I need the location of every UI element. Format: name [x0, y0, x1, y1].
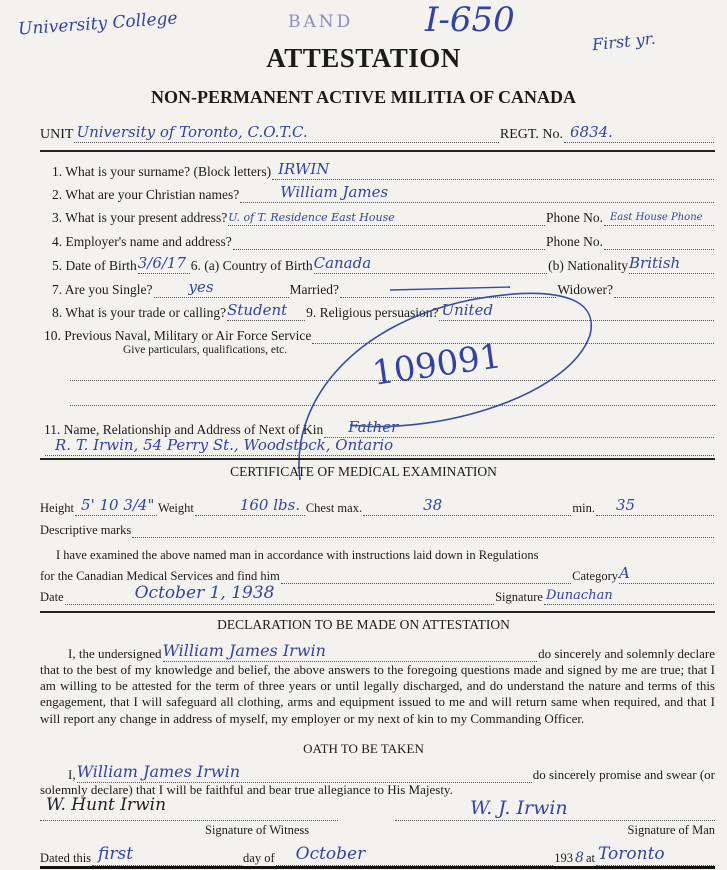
- q3-phone-field: [604, 211, 714, 226]
- dated-month: October: [295, 844, 366, 864]
- q5-label: 5. Date of Birth: [52, 258, 137, 273]
- unit-value: University of Toronto, C.O.T.C.: [76, 123, 308, 141]
- q3-field: [228, 211, 545, 226]
- annotation-college: University College: [17, 8, 179, 40]
- q6b-value: British: [629, 254, 681, 272]
- regt-field: [564, 123, 714, 143]
- q2-label: 2. What are your Christian names?: [52, 187, 240, 202]
- q4-phone-field: [604, 235, 714, 250]
- unit-label: UNIT: [40, 127, 74, 142]
- q7-single-field: [154, 278, 289, 298]
- q5-value: 3/6/17: [137, 254, 187, 272]
- medical-title: CERTIFICATE OF MEDICAL EXAMINATION: [230, 464, 497, 479]
- q7-value: yes: [188, 278, 214, 296]
- q2-field: [240, 183, 714, 203]
- signature-field: [544, 590, 714, 605]
- question-4: [52, 232, 715, 250]
- dated-row: [40, 844, 715, 866]
- q8-label: 8. What is your trade or calling?: [52, 305, 227, 320]
- chest-field: [363, 496, 571, 516]
- regt-value: 6834.: [570, 123, 613, 141]
- medical-signature: Dunachan: [546, 588, 613, 603]
- witness-signature-line: [40, 820, 338, 821]
- chest-value: 38: [423, 496, 443, 514]
- oath-suffix: do sincerely promise and swear (or: [532, 767, 715, 782]
- medical-measurements: [40, 498, 715, 516]
- q6b-label: (b) Nationality: [548, 258, 628, 273]
- medical-statement-1: I have examined the above named man in accordance with instructions laid down in Regulations: [56, 548, 539, 562]
- category-label: Category: [572, 569, 618, 583]
- medical-date-row: [40, 583, 715, 605]
- oath-title: OATH TO BE TAKEN: [303, 741, 424, 756]
- descriptive-marks-row: [40, 520, 715, 538]
- marks-label: Descriptive marks: [40, 523, 132, 537]
- category-field: [619, 564, 714, 584]
- circled-number: 109091: [369, 336, 504, 394]
- min-label: min.: [572, 501, 595, 515]
- declaration-title: DECLARATION TO BE MADE ON ATTESTATION: [217, 617, 510, 632]
- question-2: [52, 185, 715, 203]
- annotation-year: First yr.: [591, 28, 657, 55]
- weight-label: Weight: [158, 501, 194, 515]
- page-title: ATTESTATION: [266, 43, 461, 73]
- q7-label: 7. Are you Single?: [52, 282, 153, 297]
- q7-married-label: Married?: [289, 282, 339, 297]
- oath-name: William James Irwin: [76, 762, 240, 781]
- q8-value: Student: [227, 301, 288, 319]
- year-digit: 8: [575, 850, 584, 866]
- weight-field: [195, 496, 305, 516]
- divider: [40, 458, 715, 460]
- day-of-label: day of: [243, 851, 275, 865]
- min-value: 35: [616, 496, 636, 514]
- date-label: Date: [40, 590, 64, 604]
- man-signature: W. J. Irwin: [470, 797, 568, 819]
- declaration-suffix: do sincerely and solemnly declare: [538, 646, 715, 661]
- q3-label: 3. What is your present address?: [52, 210, 228, 225]
- q4-phone-label: Phone No.: [546, 234, 603, 249]
- question-1: [52, 162, 715, 180]
- declaration-body: that to the best of my knowledge and belief, the above answers to the foregoing questions made and signed by me are true; that I am willing to be attested for the term of three years or until legally discharged, and do understand the nature and terms of this engagement, that I will safeguard all clothing, arms and equipment issued to me and will return same when required, and that I will report any change in address of myself, my employer or my next of kin to my Commanding Officer.: [40, 662, 715, 726]
- height-value: 5' 10 3/4": [81, 496, 155, 514]
- q6b-field: [629, 254, 714, 274]
- bottom-rule: [40, 866, 715, 869]
- divider: [40, 611, 715, 613]
- declaration-name: William James Irwin: [162, 641, 326, 660]
- q11-address: R. T. Irwin, 54 Perry St., Woodstock, Ontario: [55, 436, 394, 454]
- find-field: [281, 569, 571, 584]
- question-3: [52, 208, 715, 226]
- dated-day-field: [92, 844, 242, 866]
- q11-label: 11. Name, Relationship and Address of Next of Kin: [44, 422, 324, 437]
- q9-label: 9. Religious persuasion?: [306, 305, 439, 320]
- oath-line-2: solemnly declare) that I will be faithful and bear true allegiance to His Majesty.: [40, 782, 453, 797]
- q7-widower-field: [614, 283, 714, 298]
- q1-value: IRWIN: [278, 160, 330, 178]
- date-value: October 1, 1938: [134, 583, 275, 603]
- q3-phone-value: East House Phone: [610, 212, 703, 223]
- annotation-band: BAND: [288, 12, 354, 32]
- q1-label: 1. What is your surname? (Block letters): [52, 164, 272, 179]
- page-subtitle: NON-PERMANENT ACTIVE MILITIA OF CANADA: [150, 87, 577, 107]
- q7-widower-label: Widower?: [557, 282, 613, 297]
- date-field: [65, 583, 494, 605]
- witness-signature: W. Hunt Irwin: [46, 795, 167, 815]
- oath-prefix: I,: [68, 767, 76, 782]
- q2-value: William James: [280, 183, 389, 201]
- chest-label: Chest max.: [305, 501, 363, 515]
- regt-label: REGT. No.: [499, 127, 563, 142]
- declaration-prefix: I, the undersigned: [68, 646, 162, 661]
- height-label: Height: [40, 501, 75, 515]
- q3-phone-label: Phone No.: [546, 210, 603, 225]
- declaration-first-line: [68, 641, 715, 662]
- q6a-value: Canada: [313, 254, 372, 272]
- q5-field: [137, 254, 190, 274]
- medical-statement-2: for the Canadian Medical Services and find him: [40, 569, 280, 583]
- year-prefix: 193: [554, 851, 574, 865]
- category-value: A: [619, 564, 630, 582]
- q1-field: [272, 160, 714, 180]
- marks-field: [132, 523, 714, 538]
- signature-label: Signature: [495, 590, 543, 604]
- q6a-label: 6. (a) Country of Birth: [190, 258, 313, 273]
- dated-label: Dated this: [40, 851, 92, 865]
- q4-label: 4. Employer's name and address?: [52, 234, 232, 249]
- dated-day: first: [98, 844, 134, 864]
- annotation-file-number: I-650: [425, 0, 515, 40]
- q3-value: U. of T. Residence East House: [228, 211, 395, 224]
- unit-row: [40, 125, 715, 143]
- q11-value: Father: [348, 418, 399, 436]
- place-value: Toronto: [598, 844, 665, 864]
- unit-field: [74, 123, 498, 143]
- place-field: [596, 844, 714, 866]
- q10-hint: Give particulars, qualifications, etc.: [123, 344, 288, 356]
- height-field: [75, 496, 157, 516]
- man-signature-line: [395, 820, 715, 821]
- divider: [40, 150, 715, 152]
- q10-label: 10. Previous Naval, Military or Air Force Service: [44, 328, 312, 343]
- weight-value: 160 lbs.: [239, 496, 301, 514]
- at-label: at: [585, 851, 595, 865]
- min-field: [596, 496, 714, 516]
- declaration-name-field: [162, 641, 538, 662]
- q9-value: United: [441, 301, 494, 319]
- dated-month-field: [276, 844, 554, 866]
- q4-field: [233, 235, 545, 250]
- medical-statement-2-row: [40, 566, 715, 584]
- witness-label: Signature of Witness: [205, 823, 310, 837]
- man-label: Signature of Man: [627, 823, 715, 837]
